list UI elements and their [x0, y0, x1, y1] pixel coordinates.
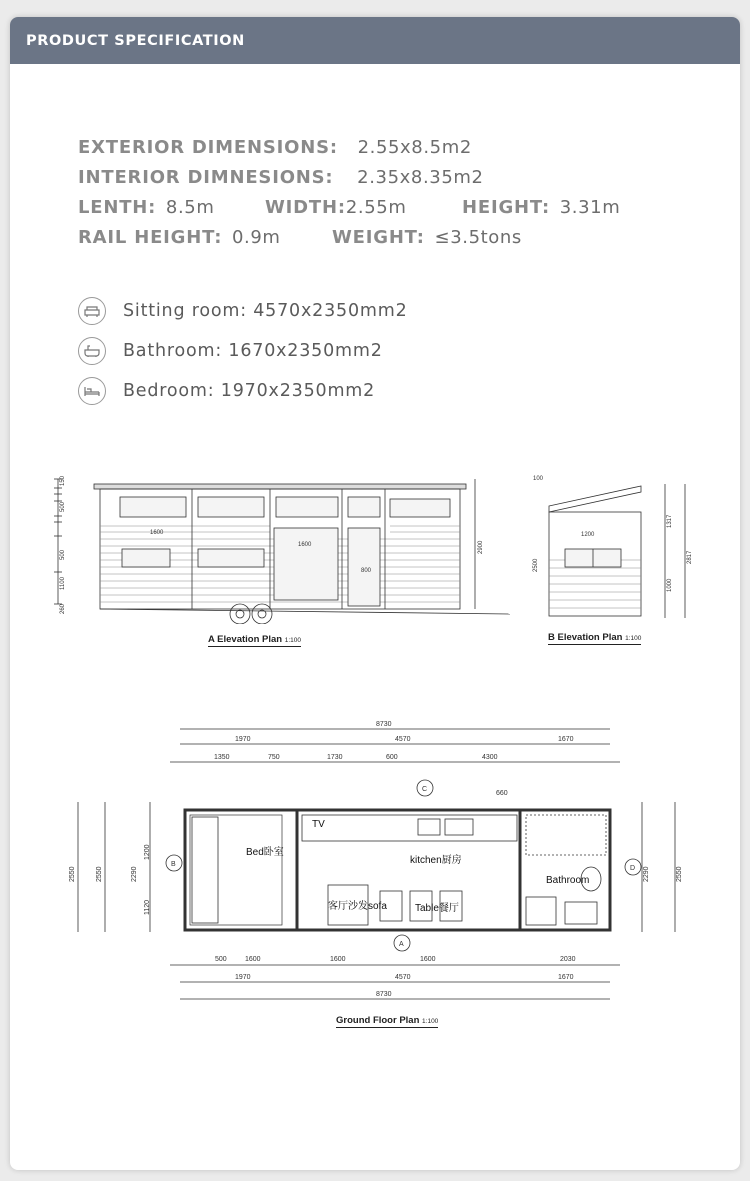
- svg-text:1600: 1600: [150, 530, 164, 536]
- svg-text:500: 500: [215, 956, 227, 963]
- svg-text:1600: 1600: [420, 956, 436, 963]
- svg-text:kitchen厨房: kitchen厨房: [410, 855, 462, 866]
- elevation-b-scale: 1:100: [625, 635, 642, 642]
- svg-text:2500: 2500: [533, 558, 539, 572]
- elevation-a-scale: 1:100: [284, 637, 302, 644]
- elevation-a-caption-text: A Elevation Plan: [208, 634, 283, 645]
- svg-text:客厅沙发sofa: 客厅沙发sofa: [328, 901, 387, 912]
- svg-text:1317: 1317: [667, 514, 673, 528]
- svg-text:500: 500: [60, 501, 66, 512]
- elevation-b-caption: [548, 632, 641, 645]
- svg-text:800: 800: [361, 568, 372, 574]
- header-title: PRODUCT SPECIFICATION: [26, 32, 245, 49]
- svg-text:B: B: [171, 861, 176, 868]
- height-label: HEIGHT:: [462, 197, 550, 218]
- svg-text:Bathroom: Bathroom: [546, 875, 590, 886]
- rail-value: 0.9m: [231, 227, 281, 248]
- length-label: LENTH:: [78, 197, 157, 218]
- room-bedroom: [78, 377, 375, 405]
- svg-text:4570: 4570: [395, 974, 411, 981]
- svg-text:4300: 4300: [482, 754, 498, 761]
- bed-icon: [78, 377, 106, 405]
- svg-text:D: D: [630, 865, 636, 872]
- svg-text:1120: 1120: [144, 899, 151, 915]
- exterior-label: EXTERIOR DIMENSIONS:: [78, 137, 338, 158]
- room-sitting: [78, 297, 408, 325]
- svg-text:1670: 1670: [558, 736, 574, 743]
- svg-text:2900: 2900: [478, 540, 484, 554]
- ground-plan-caption-text: Ground Floor Plan: [336, 1015, 420, 1026]
- elevation-a-drawing: [50, 454, 530, 624]
- svg-text:1600: 1600: [330, 956, 346, 963]
- svg-text:1100: 1100: [60, 577, 66, 590]
- elevation-a-caption: [208, 634, 301, 647]
- svg-text:1200: 1200: [144, 844, 151, 860]
- svg-text:2550: 2550: [676, 866, 683, 882]
- ground-plan-scale: 1:100: [422, 1018, 439, 1025]
- svg-text:2550: 2550: [69, 866, 76, 882]
- ground-plan-caption: [336, 1015, 438, 1028]
- height-value: 3.31m: [559, 197, 621, 218]
- svg-text:1730: 1730: [327, 754, 343, 761]
- svg-text:1970: 1970: [235, 974, 251, 981]
- spec-width: [265, 197, 406, 218]
- svg-text:1970: 1970: [235, 736, 251, 743]
- svg-text:2030: 2030: [560, 956, 576, 963]
- svg-text:750: 750: [268, 754, 280, 761]
- spec-card: [10, 17, 740, 1170]
- svg-text:8730: 8730: [376, 991, 392, 998]
- svg-text:100: 100: [533, 476, 544, 482]
- exterior-value: 2.55x8.5m2: [357, 137, 472, 158]
- spec-exterior: [78, 137, 472, 158]
- svg-text:1600: 1600: [245, 956, 261, 963]
- weight-label: WEIGHT:: [332, 227, 425, 248]
- length-value: 8.5m: [165, 197, 215, 218]
- elevation-b-caption-text: B Elevation Plan: [548, 632, 623, 643]
- svg-text:500: 500: [60, 549, 66, 560]
- interior-label: INTERIOR DIMNESIONS:: [78, 167, 334, 188]
- svg-text:2550: 2550: [96, 866, 103, 882]
- interior-value: 2.35x8.35m2: [357, 167, 484, 188]
- width-value: 2.55m: [345, 197, 407, 218]
- svg-text:Bed卧室: Bed卧室: [246, 847, 284, 858]
- sofa-icon: [78, 297, 106, 325]
- spec-height: [462, 197, 620, 218]
- svg-text:1200: 1200: [581, 532, 595, 538]
- svg-text:150: 150: [60, 475, 66, 486]
- svg-text:TV: TV: [312, 819, 325, 830]
- svg-text:4570: 4570: [395, 736, 411, 743]
- svg-text:1000: 1000: [667, 578, 673, 592]
- weight-value: ≤3.5tons: [434, 227, 522, 248]
- svg-text:C: C: [422, 786, 428, 793]
- width-label: WIDTH:: [265, 197, 346, 218]
- svg-text:A: A: [399, 941, 404, 948]
- svg-text:660: 660: [496, 790, 508, 797]
- svg-text:2817: 2817: [687, 550, 693, 564]
- spec-header: [10, 17, 740, 64]
- svg-text:8730: 8730: [376, 721, 392, 728]
- room-bathroom: [78, 337, 383, 365]
- svg-text:2290: 2290: [643, 866, 650, 882]
- room-bathroom-text: Bathroom: 1670x2350mm2: [123, 341, 383, 361]
- svg-text:1670: 1670: [558, 974, 574, 981]
- room-bedroom-text: Bedroom: 1970x2350mm2: [123, 381, 376, 401]
- ground-floor-drawing: [50, 697, 710, 1017]
- spec-weight: [332, 227, 522, 248]
- spec-interior: [78, 167, 484, 188]
- svg-text:600: 600: [386, 754, 398, 761]
- svg-text:1600: 1600: [298, 542, 312, 548]
- svg-text:Table餐厅: Table餐厅: [415, 903, 459, 914]
- spec-rail: [78, 227, 281, 248]
- svg-text:260: 260: [60, 603, 66, 614]
- bathtub-icon: [78, 337, 106, 365]
- room-sitting-text: Sitting room: 4570x2350mm2: [123, 301, 408, 321]
- rail-label: RAIL HEIGHT:: [78, 227, 223, 248]
- elevation-b-drawing: [525, 472, 700, 622]
- spec-length: [78, 197, 214, 218]
- svg-text:2290: 2290: [131, 866, 138, 882]
- svg-text:1350: 1350: [214, 754, 230, 761]
